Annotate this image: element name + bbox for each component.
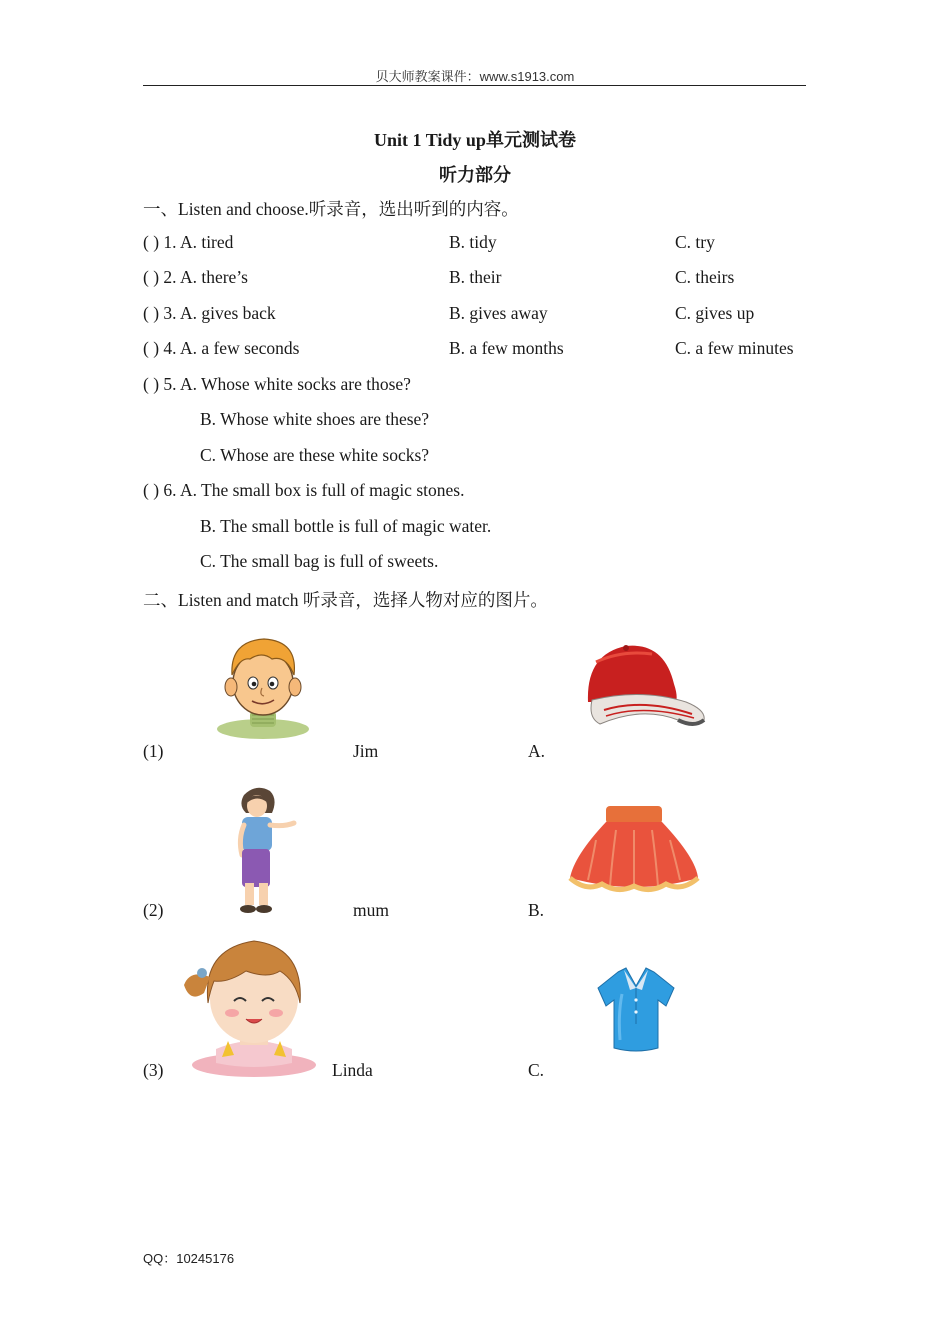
q5-option-a: ( ) 5. A. Whose white socks are those? bbox=[143, 374, 411, 394]
blue-shirt-picture bbox=[596, 964, 676, 1052]
q4-option-a: ( ) 4. A. a few seconds bbox=[143, 338, 300, 358]
section2-heading: 二、Listen and match 听录音，选择人物对应的图片。 bbox=[143, 590, 548, 610]
mum-woman-picture bbox=[230, 785, 302, 915]
q3-option-b: B. gives away bbox=[449, 303, 548, 323]
page-footer: QQ：10245176 bbox=[143, 1251, 235, 1266]
page-subtitle: 听力部分 bbox=[439, 165, 511, 185]
linda-girl-picture bbox=[176, 937, 326, 1077]
match-name-jim: Jim bbox=[353, 741, 379, 761]
match-num-2: (2) bbox=[143, 900, 164, 920]
page-title: Unit 1 Tidy up单元测试卷 bbox=[374, 130, 576, 150]
match-num-3: (3) bbox=[143, 1060, 164, 1080]
q1-option-c: C. try bbox=[675, 232, 715, 252]
q2-option-c: C. theirs bbox=[675, 267, 735, 287]
q5-option-c: C. Whose are these white socks? bbox=[200, 445, 430, 465]
q4-option-c: C. a few minutes bbox=[675, 338, 794, 358]
match-name-mum: mum bbox=[353, 900, 389, 920]
q2-option-a: ( ) 2. A. there’s bbox=[143, 267, 248, 287]
q3-option-c: C. gives up bbox=[675, 303, 755, 323]
q3-option-a: ( ) 3. A. gives back bbox=[143, 303, 276, 323]
q1-option-a: ( ) 1. A. tired bbox=[143, 232, 234, 252]
match-num-1: (1) bbox=[143, 741, 164, 761]
match-letter-a: A. bbox=[528, 741, 546, 761]
q2-option-b: B. their bbox=[449, 267, 502, 287]
section1-heading: 一、Listen and choose.听录音，选出听到的内容。 bbox=[143, 199, 519, 219]
jim-boy-picture bbox=[214, 633, 312, 741]
q6-option-b: B. The small bottle is full of magic water. bbox=[200, 516, 492, 536]
red-cap-picture bbox=[582, 640, 710, 734]
q4-option-b: B. a few months bbox=[449, 338, 564, 358]
q1-option-b: B. tidy bbox=[449, 232, 497, 252]
match-letter-b: B. bbox=[528, 900, 545, 920]
q6-option-c: C. The small bag is full of sweets. bbox=[200, 551, 439, 571]
red-skirt-picture bbox=[566, 800, 702, 896]
q6-option-a: ( ) 6. A. The small box is full of magic stones. bbox=[143, 480, 465, 500]
q5-option-b: B. Whose white shoes are these? bbox=[200, 409, 430, 429]
match-name-linda: Linda bbox=[332, 1060, 373, 1080]
page-header: 贝大师教案课件：www.s1913.com bbox=[375, 69, 575, 84]
match-letter-c: C. bbox=[528, 1060, 545, 1080]
header-rule bbox=[143, 85, 806, 86]
